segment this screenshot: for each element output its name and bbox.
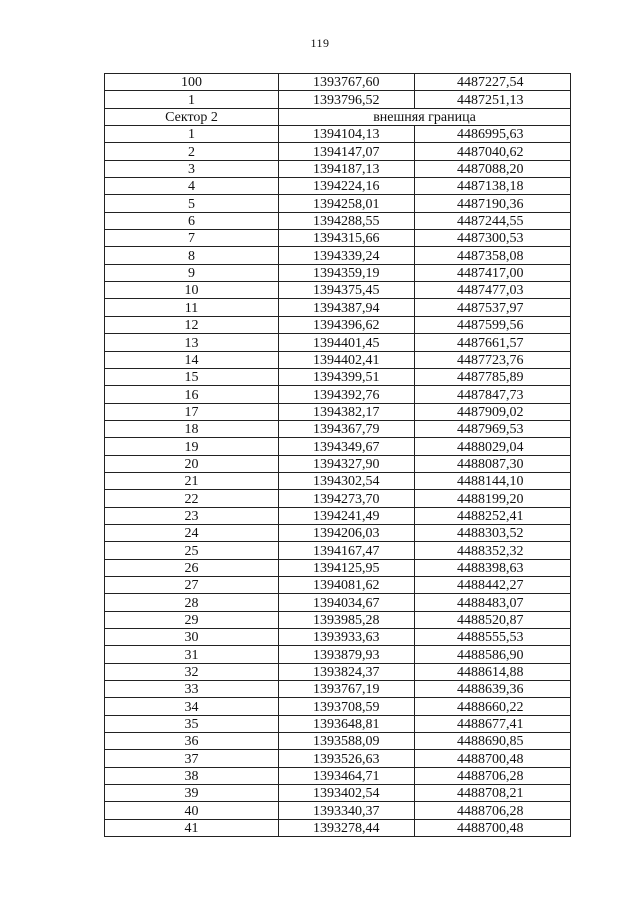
x-coordinate-cell: 1394382,17 [279, 403, 415, 420]
x-coordinate-cell: 1394224,16 [279, 178, 415, 195]
point-number-cell: 7 [105, 230, 279, 247]
y-coordinate-cell: 4487138,18 [415, 178, 571, 195]
table-row [105, 143, 571, 160]
x-coordinate-cell: 1393933,63 [279, 629, 415, 646]
point-number-cell: 6 [105, 212, 279, 229]
table-row [105, 507, 571, 524]
table-row [105, 802, 571, 819]
x-coordinate-cell: 1394315,66 [279, 230, 415, 247]
y-coordinate-cell: 4487723,76 [415, 351, 571, 368]
table-row [105, 160, 571, 177]
x-coordinate-cell: 1394401,45 [279, 334, 415, 351]
y-coordinate-cell: 4488303,52 [415, 524, 571, 541]
y-coordinate-cell: 4488398,63 [415, 559, 571, 576]
coordinates-table [104, 73, 571, 837]
point-number-cell: 28 [105, 594, 279, 611]
table-row [105, 195, 571, 212]
table-row [105, 681, 571, 698]
table-row [105, 403, 571, 420]
x-coordinate-cell: 1394258,01 [279, 195, 415, 212]
y-coordinate-cell: 4488586,90 [415, 646, 571, 663]
x-coordinate-cell: 1393648,81 [279, 715, 415, 732]
y-coordinate-cell: 4488520,87 [415, 611, 571, 628]
table-row [105, 126, 571, 143]
x-coordinate-cell: 1394034,67 [279, 594, 415, 611]
y-coordinate-cell: 4487537,97 [415, 299, 571, 316]
x-coordinate-cell: 1394399,51 [279, 368, 415, 385]
point-number-cell: 22 [105, 490, 279, 507]
x-coordinate-cell: 1393588,09 [279, 733, 415, 750]
sector-boundary-label: внешняя граница [279, 108, 571, 125]
y-coordinate-cell: 4488199,20 [415, 490, 571, 507]
y-coordinate-cell: 4488555,53 [415, 629, 571, 646]
table-row [105, 334, 571, 351]
y-coordinate-cell: 4486995,63 [415, 126, 571, 143]
y-coordinate-cell: 4488677,41 [415, 715, 571, 732]
point-number-cell: 4 [105, 178, 279, 195]
table-row [105, 178, 571, 195]
y-coordinate-cell: 4488690,85 [415, 733, 571, 750]
point-number-cell: 10 [105, 282, 279, 299]
x-coordinate-cell: 1394327,90 [279, 455, 415, 472]
table-row [105, 542, 571, 559]
table-row [105, 230, 571, 247]
x-coordinate-cell: 1394367,79 [279, 420, 415, 437]
point-number-cell: 9 [105, 264, 279, 281]
x-coordinate-cell: 1394288,55 [279, 212, 415, 229]
point-number-cell: 33 [105, 681, 279, 698]
point-number-cell: 34 [105, 698, 279, 715]
x-coordinate-cell: 1394187,13 [279, 160, 415, 177]
y-coordinate-cell: 4488706,28 [415, 767, 571, 784]
y-coordinate-cell: 4488144,10 [415, 472, 571, 489]
point-number-cell: 38 [105, 767, 279, 784]
table-row [105, 386, 571, 403]
x-coordinate-cell: 1393796,52 [279, 91, 415, 108]
table-row [105, 316, 571, 333]
x-coordinate-cell: 1393708,59 [279, 698, 415, 715]
point-number-cell: 2 [105, 143, 279, 160]
point-number-cell: 12 [105, 316, 279, 333]
x-coordinate-cell: 1393767,60 [279, 74, 415, 91]
x-coordinate-cell: 1394167,47 [279, 542, 415, 559]
table-row [105, 559, 571, 576]
y-coordinate-cell: 4488614,88 [415, 663, 571, 680]
table-row [105, 629, 571, 646]
point-number-cell: 8 [105, 247, 279, 264]
y-coordinate-cell: 4487227,54 [415, 74, 571, 91]
table-row [105, 698, 571, 715]
table-row [105, 368, 571, 385]
y-coordinate-cell: 4487417,00 [415, 264, 571, 281]
x-coordinate-cell: 1394402,41 [279, 351, 415, 368]
x-coordinate-cell: 1394359,19 [279, 264, 415, 281]
y-coordinate-cell: 4487599,56 [415, 316, 571, 333]
point-number-cell: 31 [105, 646, 279, 663]
y-coordinate-cell: 4488352,32 [415, 542, 571, 559]
x-coordinate-cell: 1393402,54 [279, 785, 415, 802]
point-number-cell: 30 [105, 629, 279, 646]
x-coordinate-cell: 1394375,45 [279, 282, 415, 299]
x-coordinate-cell: 1394104,13 [279, 126, 415, 143]
table-row [105, 819, 571, 836]
y-coordinate-cell: 4487661,57 [415, 334, 571, 351]
table-row [105, 785, 571, 802]
point-number-cell: 5 [105, 195, 279, 212]
point-number-cell: 15 [105, 368, 279, 385]
x-coordinate-cell: 1394273,70 [279, 490, 415, 507]
coordinates-table-body [105, 74, 571, 837]
table-row [105, 299, 571, 316]
point-number-cell: 37 [105, 750, 279, 767]
x-coordinate-cell: 1394392,76 [279, 386, 415, 403]
y-coordinate-cell: 4487088,20 [415, 160, 571, 177]
y-coordinate-cell: 4487244,55 [415, 212, 571, 229]
point-number-cell: 13 [105, 334, 279, 351]
point-number-cell: 23 [105, 507, 279, 524]
y-coordinate-cell: 4487190,36 [415, 195, 571, 212]
table-row [105, 663, 571, 680]
point-number-cell: 29 [105, 611, 279, 628]
y-coordinate-cell: 4488639,36 [415, 681, 571, 698]
table-row [105, 438, 571, 455]
table-row [105, 576, 571, 593]
table-row [105, 750, 571, 767]
point-number-cell: 100 [105, 74, 279, 91]
x-coordinate-cell: 1393824,37 [279, 663, 415, 680]
point-number-cell: 36 [105, 733, 279, 750]
y-coordinate-cell: 4487847,73 [415, 386, 571, 403]
point-number-cell: 1 [105, 126, 279, 143]
point-number-cell: 26 [105, 559, 279, 576]
page-number: 119 [310, 36, 330, 50]
y-coordinate-cell: 4488660,22 [415, 698, 571, 715]
x-coordinate-cell: 1394241,49 [279, 507, 415, 524]
x-coordinate-cell: 1393526,63 [279, 750, 415, 767]
y-coordinate-cell: 4488029,04 [415, 438, 571, 455]
y-coordinate-cell: 4487909,02 [415, 403, 571, 420]
x-coordinate-cell: 1393985,28 [279, 611, 415, 628]
table-row [105, 420, 571, 437]
table-row [105, 74, 571, 91]
y-coordinate-cell: 4487477,03 [415, 282, 571, 299]
point-number-cell: 35 [105, 715, 279, 732]
x-coordinate-cell: 1394147,07 [279, 143, 415, 160]
point-number-cell: 20 [105, 455, 279, 472]
point-number-cell: 11 [105, 299, 279, 316]
table-row [105, 472, 571, 489]
x-coordinate-cell: 1394302,54 [279, 472, 415, 489]
x-coordinate-cell: 1393767,19 [279, 681, 415, 698]
table-row [105, 646, 571, 663]
point-number-cell: 18 [105, 420, 279, 437]
point-number-cell: 17 [105, 403, 279, 420]
table-row [105, 524, 571, 541]
x-coordinate-cell: 1393464,71 [279, 767, 415, 784]
y-coordinate-cell: 4488700,48 [415, 819, 571, 836]
point-number-cell: 3 [105, 160, 279, 177]
x-coordinate-cell: 1394339,24 [279, 247, 415, 264]
point-number-cell: 24 [105, 524, 279, 541]
y-coordinate-cell: 4487358,08 [415, 247, 571, 264]
x-coordinate-cell: 1394206,03 [279, 524, 415, 541]
table-row [105, 351, 571, 368]
x-coordinate-cell: 1394125,95 [279, 559, 415, 576]
y-coordinate-cell: 4488087,30 [415, 455, 571, 472]
x-coordinate-cell: 1394396,62 [279, 316, 415, 333]
table-row [105, 282, 571, 299]
y-coordinate-cell: 4488708,21 [415, 785, 571, 802]
point-number-cell: 21 [105, 472, 279, 489]
table-row [105, 715, 571, 732]
point-number-cell: 14 [105, 351, 279, 368]
y-coordinate-cell: 4487251,13 [415, 91, 571, 108]
point-number-cell: 39 [105, 785, 279, 802]
point-number-cell: 19 [105, 438, 279, 455]
table-row [105, 611, 571, 628]
table-row [105, 455, 571, 472]
y-coordinate-cell: 4488706,28 [415, 802, 571, 819]
x-coordinate-cell: 1394387,94 [279, 299, 415, 316]
y-coordinate-cell: 4487040,62 [415, 143, 571, 160]
sector-label: Сектор 2 [105, 108, 279, 125]
table-row [105, 212, 571, 229]
y-coordinate-cell: 4488252,41 [415, 507, 571, 524]
point-number-cell: 1 [105, 91, 279, 108]
sector-header-row [105, 108, 571, 125]
point-number-cell: 40 [105, 802, 279, 819]
x-coordinate-cell: 1393879,93 [279, 646, 415, 663]
x-coordinate-cell: 1394349,67 [279, 438, 415, 455]
y-coordinate-cell: 4488483,07 [415, 594, 571, 611]
y-coordinate-cell: 4488442,27 [415, 576, 571, 593]
y-coordinate-cell: 4487969,53 [415, 420, 571, 437]
point-number-cell: 16 [105, 386, 279, 403]
y-coordinate-cell: 4488700,48 [415, 750, 571, 767]
table-row [105, 264, 571, 281]
x-coordinate-cell: 1393340,37 [279, 802, 415, 819]
point-number-cell: 27 [105, 576, 279, 593]
x-coordinate-cell: 1394081,62 [279, 576, 415, 593]
x-coordinate-cell: 1393278,44 [279, 819, 415, 836]
table-row [105, 490, 571, 507]
table-row [105, 767, 571, 784]
y-coordinate-cell: 4487785,89 [415, 368, 571, 385]
y-coordinate-cell: 4487300,53 [415, 230, 571, 247]
table-row [105, 247, 571, 264]
point-number-cell: 25 [105, 542, 279, 559]
point-number-cell: 41 [105, 819, 279, 836]
table-row [105, 91, 571, 108]
table-row [105, 594, 571, 611]
point-number-cell: 32 [105, 663, 279, 680]
table-row [105, 733, 571, 750]
